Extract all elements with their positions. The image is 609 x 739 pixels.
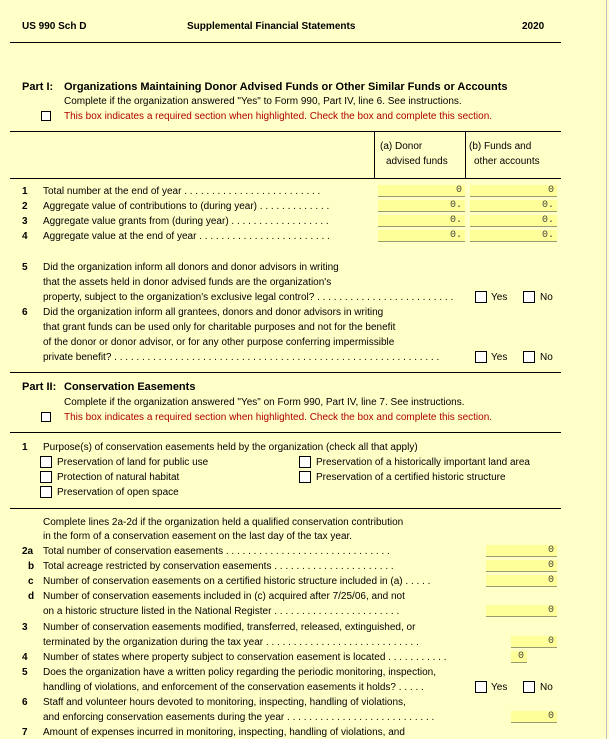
part1-required-checkbox[interactable] — [41, 111, 51, 121]
line-3-col-a[interactable]: 0. — [378, 215, 465, 227]
line-5-label-2: handling of violations, and enforcement of the conservation easements it holds? . . . . . — [43, 682, 424, 693]
line-2b-input[interactable]: 0 — [486, 560, 557, 572]
purpose-habitat-checkbox[interactable] — [40, 471, 52, 483]
line-number: 1 — [22, 442, 28, 453]
line-number: 3 — [22, 216, 28, 227]
purpose-historic-structure-checkbox[interactable] — [299, 471, 311, 483]
window-right-edge — [606, 0, 607, 739]
line2-intro-1: Complete lines 2a-2d if the organization held a qualified conservation contribution — [43, 517, 404, 528]
purpose-historic-structure-label: Preservation of a certified historic structure — [316, 472, 506, 483]
line-number: b — [28, 561, 35, 572]
line-3-label: Aggregate value grants from (during year) . . . . . . . . . . . . . . . . . . — [43, 216, 329, 227]
purpose-open-space-label: Preservation of open space — [57, 487, 179, 498]
tax-year: 2020 — [522, 21, 545, 32]
col-a-subheader: advised funds — [386, 156, 448, 167]
part2-rule — [10, 432, 561, 433]
line-number: 4 — [22, 652, 28, 663]
q6-yes-checkbox[interactable] — [475, 351, 487, 363]
part2-required-note: This box indicates a required section when highlighted. Check the box and complete this section. — [64, 412, 493, 423]
header-rule — [10, 42, 561, 43]
line-number: 2a — [22, 546, 34, 557]
line-5-no-checkbox[interactable] — [523, 681, 535, 693]
part2-instruction: Complete if the organization answered "Yes" on Form 990, Part IV, line 7. See instructions. — [64, 397, 465, 408]
purpose-habitat-label: Protection of natural habitat — [57, 472, 180, 483]
purpose-public-use-checkbox[interactable] — [40, 456, 52, 468]
q6-no-checkbox[interactable] — [523, 351, 535, 363]
part1-title: Organizations Maintaining Donor Advised Funds or Other Similar Funds or Accounts — [64, 81, 508, 93]
line-2d-input[interactable]: 0 — [486, 605, 557, 617]
line-number: 3 — [22, 622, 28, 633]
q6-text-1: Did the organization inform all grantees, donors and donor advisors in writing — [43, 307, 384, 318]
line-2d-label-1: Number of conservation easements included in (c) acquired after 7/25/06, and not — [43, 591, 405, 602]
line-2a-label: Total number of conservation easements . . . . . . . . . . . . . . . . . . . . . . . . . . . . . . — [43, 546, 390, 557]
line-7-label-1: Amount of expenses incurred in monitoring, inspecting, handling of violations, and — [43, 727, 405, 738]
line-4-label: Aggregate value at the end of year . . . . . . . . . . . . . . . . . . . . . . . . — [43, 231, 330, 242]
part1-end-rule — [10, 372, 561, 373]
line-6-label-1: Staff and volunteer hours devoted to monitoring, inspecting, handling of violations, — [43, 697, 406, 708]
q6-text-4: private benefit? . . . . . . . . . . . . . . . . . . . . . . . . . . . . . . . . . . . . . . . . . . . . . . . . . . . . . . . . . . . — [43, 352, 440, 363]
purpose-historic-land-checkbox[interactable] — [299, 456, 311, 468]
line-number: c — [28, 576, 34, 587]
part1-required-note: This box indicates a required section when highlighted. Check the box and complete this section. — [64, 111, 493, 122]
part1-label: Part I: — [22, 81, 54, 93]
line-4-input[interactable]: 0 — [511, 651, 527, 663]
line-number: 5 — [22, 262, 28, 273]
line-2-label: Aggregate value of contributions to (during year) . . . . . . . . . . . . . — [43, 201, 330, 212]
q6-no-label: No — [540, 352, 553, 363]
q5-yes-checkbox[interactable] — [475, 291, 487, 303]
line-number: 4 — [22, 231, 28, 242]
line-6-label-2: and enforcing conservation easements during the year . . . . . . . . . . . . . . . . . . . . . . . . . . . — [43, 712, 435, 723]
col-b-subheader: other accounts — [474, 156, 540, 167]
line-1-col-b[interactable]: 0 — [470, 185, 557, 197]
line-5-no-label: No — [540, 682, 553, 693]
purpose-historic-land-label: Preservation of a historically important land area — [316, 457, 530, 468]
line-1-col-a[interactable]: 0 — [378, 185, 465, 197]
line2-intro-2: in the form of a conservation easement on the last day of the tax year. — [43, 531, 353, 542]
line-2-col-a[interactable]: 0. — [378, 200, 465, 212]
part2-required-checkbox[interactable] — [41, 412, 51, 422]
q5-text-1: Did the organization inform all donors and donor advisors in writing — [43, 262, 339, 273]
line-number: d — [28, 591, 35, 602]
col-header-rule — [10, 178, 561, 179]
q6-text-2: that grant funds can be used only for charitable purposes and not for the benefit — [43, 322, 396, 333]
line-3-input[interactable]: 0 — [511, 636, 557, 648]
col-b-header: (b) Funds and — [469, 141, 532, 152]
line-2a-input[interactable]: 0 — [486, 545, 557, 557]
line-number: 5 — [22, 667, 28, 678]
q5-text-2: that the assets held in donor advised funds are the organization's — [43, 277, 332, 288]
purposes-question: Purpose(s) of conservation easements held by the organization (check all that apply) — [43, 442, 418, 453]
line-1-label: Total number at the end of year . . . . . . . . . . . . . . . . . . . . . . . . . — [43, 186, 321, 197]
purposes-rule — [10, 508, 561, 509]
q6-text-3: of the donor or donor advisor, or for any other purpose conferring impermissible — [43, 337, 395, 348]
line-2-col-b[interactable]: 0. — [470, 200, 557, 212]
line-2d-label-2: on a historic structure listed in the National Register . . . . . . . . . . . . . . . . . . . . . . . — [43, 606, 400, 617]
q6-yes-label: Yes — [491, 352, 508, 363]
line-5-yes-label: Yes — [491, 682, 508, 693]
part2-title: Conservation Easements — [64, 381, 196, 393]
line-2c-label: Number of conservation easements on a certified historic structure included in (a) . . . . . — [43, 576, 431, 587]
line-3-label-1: Number of conservation easements modified, transferred, released, extinguished, or — [43, 622, 416, 633]
q5-text-3: property, subject to the organization's exclusive legal control? . . . . . . . . . . . . . . . . . . . . . . . . . — [43, 292, 454, 303]
part2-label: Part II: — [22, 381, 57, 393]
line-5-label-1: Does the organization have a written policy regarding the periodic monitoring, inspection, — [43, 667, 437, 678]
line-number: 2 — [22, 201, 28, 212]
col-divider-a — [374, 131, 375, 178]
line-number: 6 — [22, 697, 28, 708]
line-4-states-label: Number of states where property subject to conservation easement is located . . . . . . . . . . . — [43, 652, 447, 663]
col-a-header: (a) Donor — [380, 141, 423, 152]
line-3-col-b[interactable]: 0. — [470, 215, 557, 227]
part1-instruction: Complete if the organization answered "Yes" to Form 990, Part IV, line 6. See instructions. — [64, 96, 462, 107]
purpose-public-use-label: Preservation of land for public use — [57, 457, 209, 468]
line-4-col-a[interactable]: 0. — [378, 230, 465, 242]
q5-yes-label: Yes — [491, 292, 508, 303]
line-number: 6 — [22, 307, 28, 318]
line-5-yes-checkbox[interactable] — [475, 681, 487, 693]
line-6-input[interactable]: 0 — [511, 711, 557, 723]
line-2b-label: Total acreage restricted by conservation easements . . . . . . . . . . . . . . . . . . . . . . — [43, 561, 394, 572]
form-id: US 990 Sch D — [22, 21, 87, 32]
line-4-col-b[interactable]: 0. — [470, 230, 557, 242]
q5-no-label: No — [540, 292, 553, 303]
line-number: 7 — [22, 727, 28, 738]
line-2c-input[interactable]: 0 — [486, 575, 557, 587]
part1-rule — [10, 131, 561, 132]
line-3-label-2: terminated by the organization during the tax year . . . . . . . . . . . . . . . . . . . . . . . . . . . . — [43, 637, 419, 648]
col-divider-b — [465, 131, 466, 178]
purpose-open-space-checkbox[interactable] — [40, 486, 52, 498]
page-title: Supplemental Financial Statements — [187, 21, 356, 32]
q5-no-checkbox[interactable] — [523, 291, 535, 303]
line-number: 1 — [22, 186, 28, 197]
